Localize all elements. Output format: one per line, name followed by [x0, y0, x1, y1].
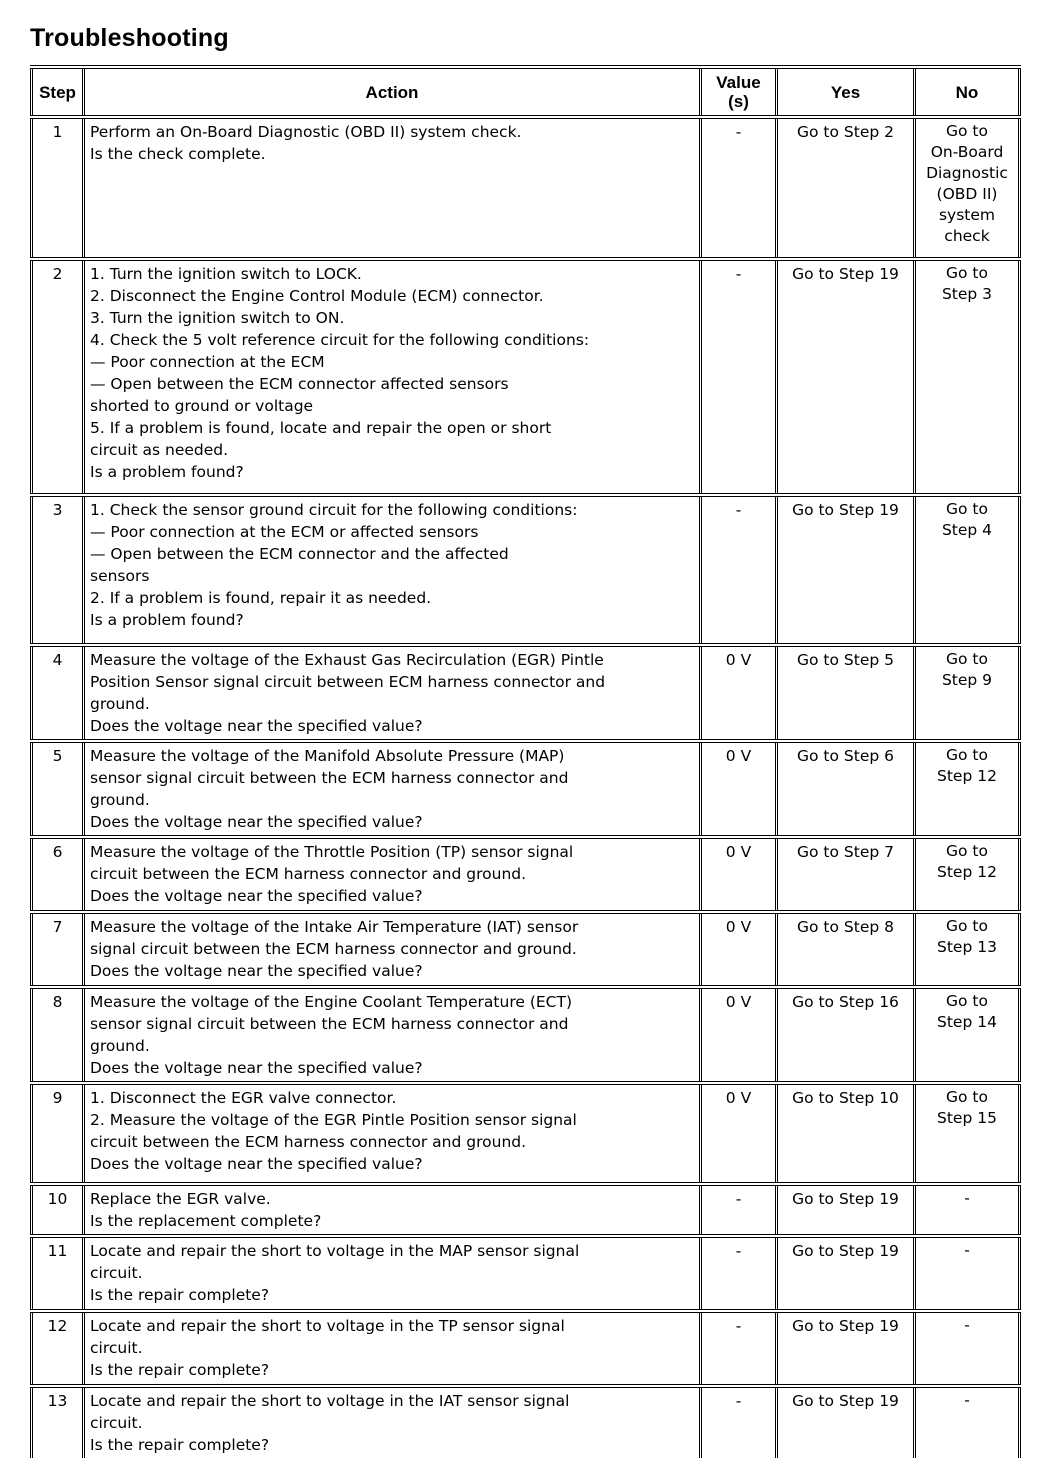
step-value: 0 V	[701, 741, 777, 837]
step-value: -	[701, 1311, 777, 1386]
step-value: 0 V	[701, 987, 777, 1083]
step-value: -	[701, 117, 777, 259]
table-row	[32, 1184, 1020, 1236]
step-action: Perform an On-Board Diagnostic (OBD II) system check. Is the check complete.	[84, 117, 701, 259]
step-action: 1. Check the sensor ground circuit for the following conditions: — Poor connection at the ECM or affected sensors — Open between the ECM connector and the affected sensors 2. If a problem is found, repair it as needed. Is a problem found?	[84, 495, 701, 645]
step-yes: Go to Step 6	[777, 741, 915, 837]
step-action: Locate and repair the short to voltage in the IAT sensor signal circuit. Is the repair complete?	[84, 1386, 701, 1458]
step-number: 11	[32, 1236, 84, 1311]
step-number: 3	[32, 495, 84, 645]
step-number: 5	[32, 741, 84, 837]
step-no: Go to Step 3	[915, 259, 1020, 495]
step-no: Go to Step 12	[915, 741, 1020, 837]
step-yes: Go to Step 10	[777, 1083, 915, 1184]
step-action: Locate and repair the short to voltage in the TP sensor signal circuit. Is the repair complete?	[84, 1311, 701, 1386]
step-yes: Go to Step 8	[777, 912, 915, 987]
step-yes: Go to Step 19	[777, 259, 915, 495]
step-number: 12	[32, 1311, 84, 1386]
step-yes: Go to Step 19	[777, 1311, 915, 1386]
step-number: 1	[32, 117, 84, 259]
table-row	[32, 495, 1020, 645]
table-row	[32, 741, 1020, 837]
step-value: -	[701, 259, 777, 495]
table-row	[32, 1236, 1020, 1311]
table-row	[32, 837, 1020, 912]
step-no: Go to Step 4	[915, 495, 1020, 645]
step-yes: Go to Step 2	[777, 117, 915, 259]
column-header-action: Action	[84, 67, 701, 117]
troubleshooting-table	[30, 65, 1021, 1458]
step-value: -	[701, 495, 777, 645]
step-value: 0 V	[701, 912, 777, 987]
column-header-no: No	[915, 67, 1020, 117]
step-value: 0 V	[701, 837, 777, 912]
step-yes: Go to Step 5	[777, 645, 915, 741]
table-row	[32, 1311, 1020, 1386]
column-header-yes: Yes	[777, 67, 915, 117]
step-no: -	[915, 1386, 1020, 1458]
step-no: Go to Step 13	[915, 912, 1020, 987]
step-yes: Go to Step 19	[777, 1386, 915, 1458]
step-action: Measure the voltage of the Manifold Absolute Pressure (MAP) sensor signal circuit between the ECM harness connector and ground. Does the voltage near the specified value?	[84, 741, 701, 837]
step-number: 10	[32, 1184, 84, 1236]
step-action: Measure the voltage of the Intake Air Temperature (IAT) sensor signal circuit between the ECM harness connector and ground. Does the voltage near the specified value?	[84, 912, 701, 987]
step-no: Go to Step 12	[915, 837, 1020, 912]
step-number: 13	[32, 1386, 84, 1458]
step-value: -	[701, 1386, 777, 1458]
column-header-value: Value (s)	[701, 67, 777, 117]
step-value: 0 V	[701, 1083, 777, 1184]
step-yes: Go to Step 19	[777, 1184, 915, 1236]
step-number: 2	[32, 259, 84, 495]
column-header-step: Step	[32, 67, 84, 117]
step-value: -	[701, 1236, 777, 1311]
step-action: Measure the voltage of the Throttle Position (TP) sensor signal circuit between the ECM harness connector and ground. Does the voltage near the specified value?	[84, 837, 701, 912]
step-yes: Go to Step 19	[777, 495, 915, 645]
step-no: -	[915, 1236, 1020, 1311]
table-row	[32, 645, 1020, 741]
step-action: Locate and repair the short to voltage in the MAP sensor signal circuit. Is the repair complete?	[84, 1236, 701, 1311]
header-row	[32, 67, 1020, 117]
table-row	[32, 1386, 1020, 1458]
step-value: 0 V	[701, 645, 777, 741]
step-no: Go to Step 14	[915, 987, 1020, 1083]
step-number: 9	[32, 1083, 84, 1184]
step-yes: Go to Step 7	[777, 837, 915, 912]
step-no: Go to Step 9	[915, 645, 1020, 741]
step-no: Go to On-Board Diagnostic (OBD II) system check	[915, 117, 1020, 259]
table-row	[32, 117, 1020, 259]
step-no: Go to Step 15	[915, 1083, 1020, 1184]
table-row	[32, 259, 1020, 495]
step-number: 8	[32, 987, 84, 1083]
step-action: Measure the voltage of the Exhaust Gas Recirculation (EGR) Pintle Position Sensor signal circuit between ECM harness connector and ground. Does the voltage near the specified value?	[84, 645, 701, 741]
step-number: 6	[32, 837, 84, 912]
step-yes: Go to Step 16	[777, 987, 915, 1083]
table-row	[32, 987, 1020, 1083]
step-action: 1. Turn the ignition switch to LOCK. 2. Disconnect the Engine Control Module (ECM) connector. 3. Turn the ignition switch to ON. 4. Check the 5 volt reference circuit for the following conditions: — Poor connection at the ECM — Open between the ECM connector affected sensors shorted to ground or voltage 5. If a problem is found, locate and repair the open or short circuit as needed. Is a problem found?	[84, 259, 701, 495]
step-action: Measure the voltage of the Engine Coolant Temperature (ECT) sensor signal circuit between the ECM harness connector and ground. Does the voltage near the specified value?	[84, 987, 701, 1083]
step-action: Replace the EGR valve. Is the replacement complete?	[84, 1184, 701, 1236]
step-yes: Go to Step 19	[777, 1236, 915, 1311]
step-action: 1. Disconnect the EGR valve connector. 2. Measure the voltage of the EGR Pintle Position sensor signal circuit between the ECM harness connector and ground. Does the voltage near the specified value?	[84, 1083, 701, 1184]
table-row	[32, 1083, 1020, 1184]
step-number: 4	[32, 645, 84, 741]
step-number: 7	[32, 912, 84, 987]
table-row	[32, 912, 1020, 987]
step-value: -	[701, 1184, 777, 1236]
step-no: -	[915, 1184, 1020, 1236]
page-title: Troubleshooting	[30, 24, 229, 52]
step-no: -	[915, 1311, 1020, 1386]
